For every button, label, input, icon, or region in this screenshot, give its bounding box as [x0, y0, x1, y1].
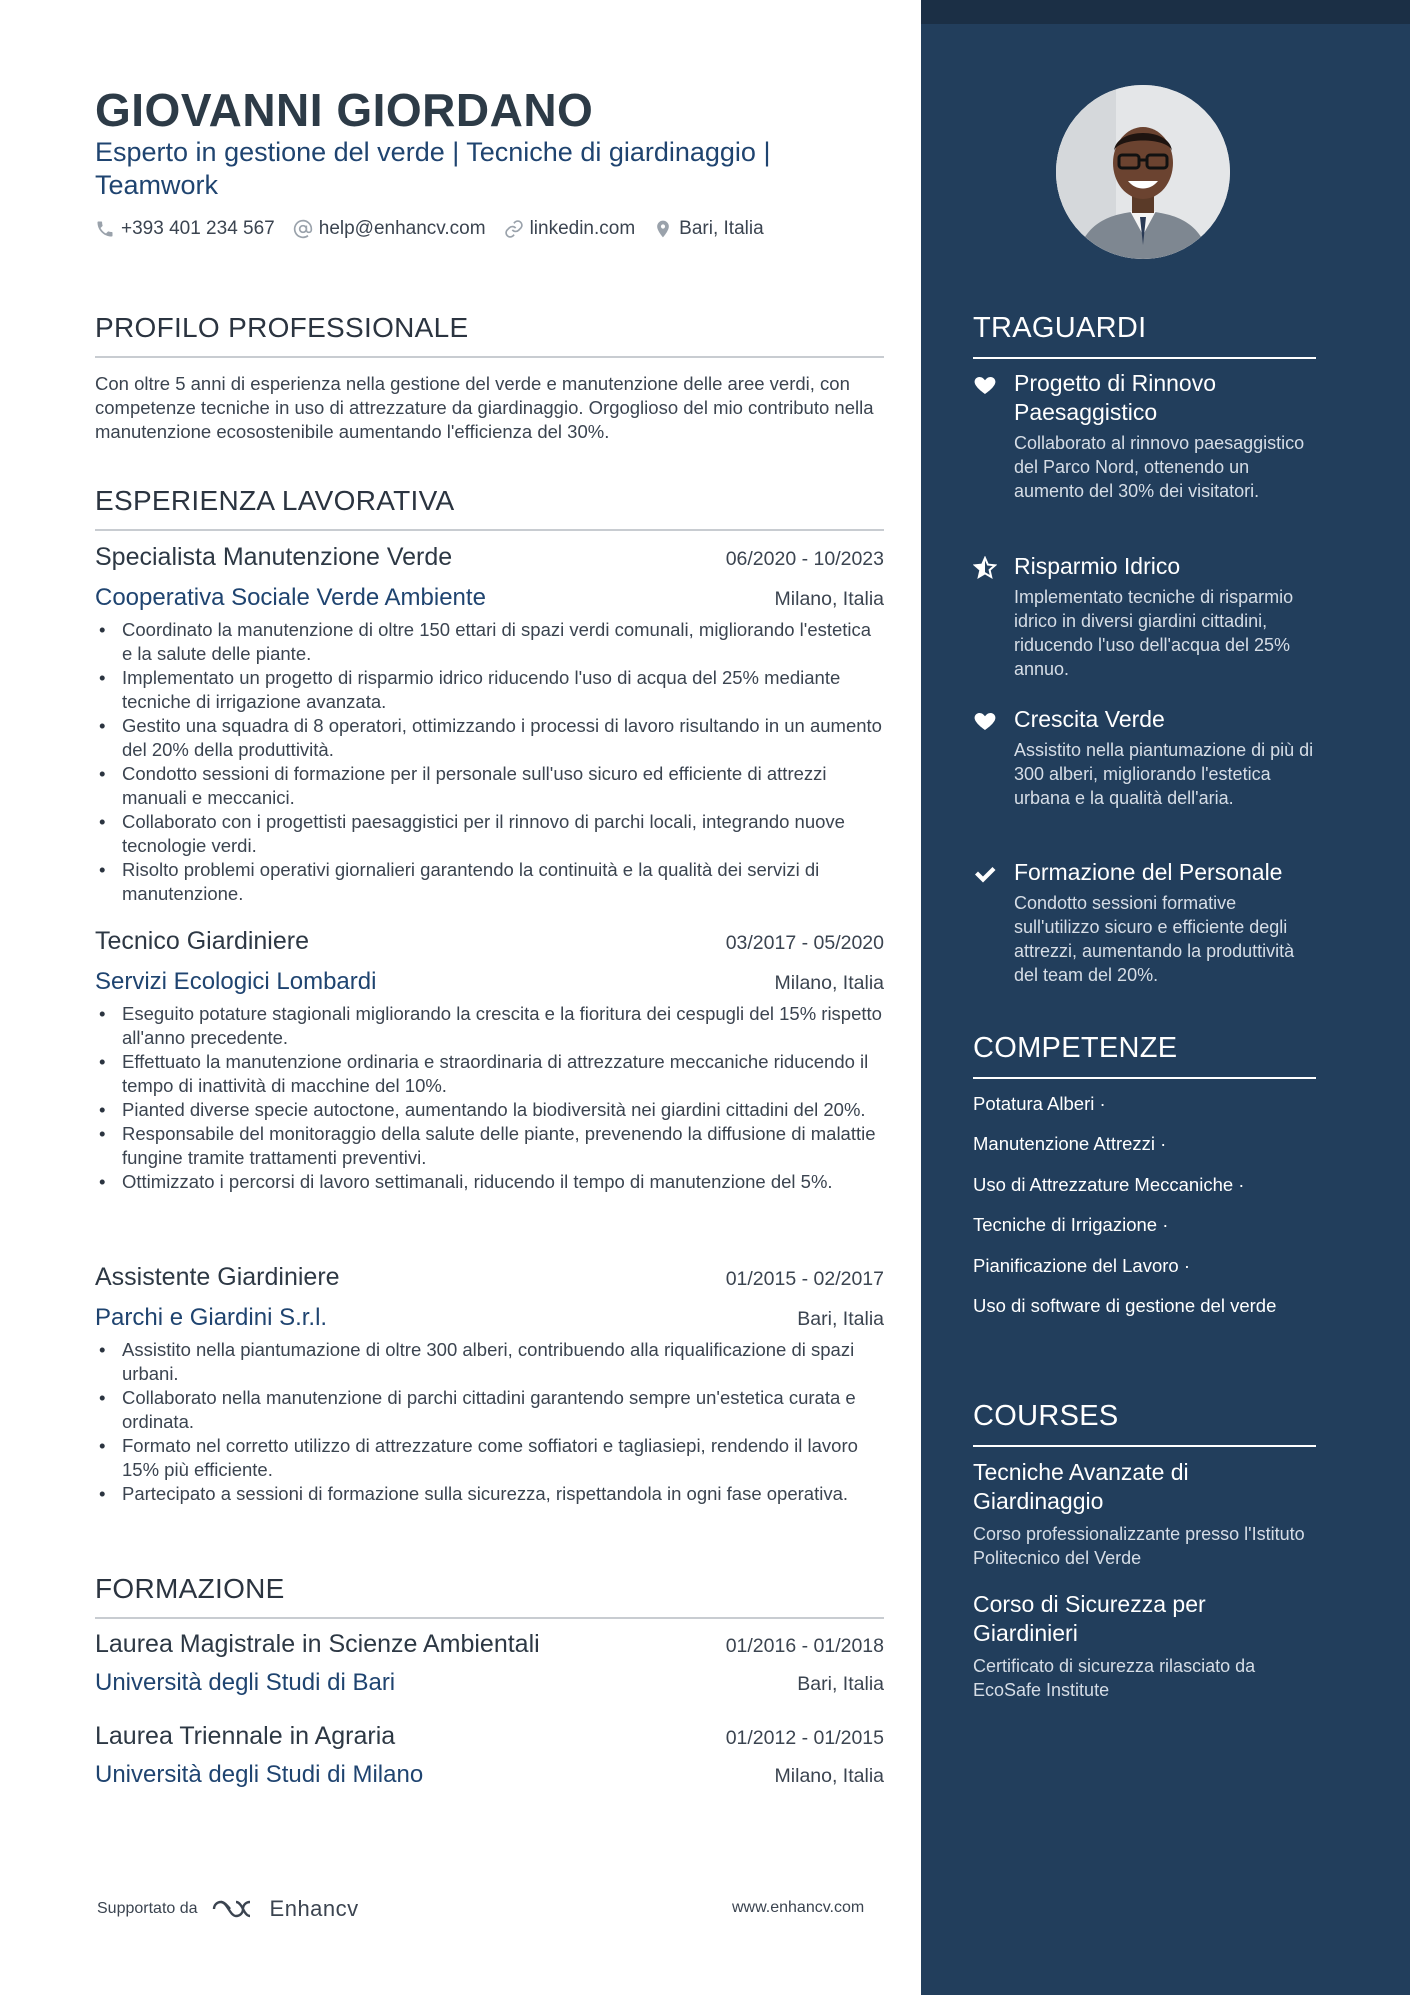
footer-branding: [97, 1896, 359, 1922]
job-bullet: • Formato nel corretto utilizzo di attrezzature come soffiatori e tagliasiepi, rendendo il lavoro 15% più efficiente.: [95, 1434, 884, 1482]
job-company: Parchi e Giardini S.r.l.: [95, 1304, 328, 1331]
job-dates: 06/2020 - 10/2023: [725, 548, 884, 570]
education-entry: [95, 1630, 884, 1697]
job-bullet: • Collaborato con i progettisti paesaggistici per il rinnovo di parchi locali, integrando nuove tecnologie verdi.: [95, 810, 884, 858]
course-description: Corso professionalizzante presso l'Istituto Politecnico del Verde: [973, 1524, 1305, 1568]
job-location: Milano, Italia: [774, 972, 884, 994]
job-entry: [95, 543, 884, 906]
skill-item: Tecniche di Irrigazione ·: [973, 1214, 1169, 1235]
course-title: Tecniche Avanzate di Giardinaggio: [973, 1459, 1189, 1514]
phone-icon: [95, 219, 115, 239]
education-section-title: FORMAZIONE: [95, 1573, 884, 1619]
link-icon: [504, 219, 524, 239]
job-dates: 03/2017 - 05/2020: [725, 932, 884, 954]
skill-item: Potatura Alberi ·: [973, 1093, 1106, 1114]
job-bullet: • Ottimizzato i percorsi di lavoro settimanali, riducendo il tempo di manutenzione del 5%.: [95, 1170, 884, 1194]
at-icon: [293, 219, 313, 239]
contact-phone[interactable]: [95, 218, 275, 240]
school-name: Università degli Studi di Bari: [95, 1669, 396, 1696]
education-entry: [95, 1722, 884, 1789]
achievement-item: [973, 369, 1316, 503]
achievement-description: Collaborato al rinnovo paesaggistico del Parco Nord, ottenendo un aumento del 30% dei visitatori.: [1014, 433, 1305, 501]
job-bullet: • Pianted diverse specie autoctone, aumentando la biodiversità nei giardini cittadini del 20%.: [95, 1098, 884, 1122]
job-entry: [95, 1263, 884, 1506]
achievement-description: Implementato tecniche di risparmio idrico in diversi giardini cittadini, riducendo l'uso dell'acqua del 25% annuo.: [1014, 587, 1294, 679]
job-dates: 01/2015 - 02/2017: [725, 1268, 884, 1290]
check-icon: [973, 862, 997, 886]
job-bullet: • Assistito nella piantumazione di oltre 300 alberi, contribuendo alla riqualificazione di spazi urbani.: [95, 1338, 884, 1386]
job-bullet: • Eseguito potature stagionali migliorando la crescita e la fioritura dei cespugli del 15% rispetto all'anno precedente.: [95, 1002, 884, 1050]
profile-photo: [1056, 85, 1230, 259]
job-bullet: • Partecipato a sessioni di formazione sulla sicurezza, rispettandola in ogni fase operativa.: [95, 1482, 884, 1506]
achievement-item: [973, 858, 1316, 987]
experience-section-title: ESPERIENZA LAVORATIVA: [95, 485, 884, 531]
location-pin-icon: [653, 219, 673, 239]
location-text: Bari, Italia: [679, 218, 764, 239]
supported-by-text: Supportato da: [97, 1900, 198, 1917]
achievement-item: [973, 552, 1316, 681]
contact-linkedin[interactable]: [504, 218, 636, 240]
enhancv-logo-icon: [210, 1897, 258, 1921]
heart-icon: [973, 373, 997, 397]
job-bullet: • Effettuato la manutenzione ordinaria e straordinaria di attrezzature meccaniche riducendo il tempo di inattività di macchine del 10%.: [95, 1050, 884, 1098]
degree-title: Laurea Magistrale in Scienze Ambientali: [95, 1630, 540, 1658]
course-item: [973, 1458, 1316, 1570]
job-bullet: • Condotto sessioni di formazione per il personale sull'uso sicuro ed efficiente di attrezzi manuali e meccanici.: [95, 762, 884, 810]
skill-item: Uso di Attrezzature Meccaniche ·: [973, 1174, 1245, 1195]
profile-section-title: PROFILO PROFESSIONALE: [95, 312, 884, 358]
job-title: Assistente Giardiniere: [95, 1263, 340, 1291]
enhancv-brand-text: Enhancv: [269, 1896, 359, 1921]
skill-item: Manutenzione Attrezzi ·: [973, 1133, 1167, 1154]
heart-icon: [973, 709, 997, 733]
education-dates: 01/2016 - 01/2018: [725, 1635, 884, 1657]
degree-title: Laurea Triennale in Agraria: [95, 1722, 396, 1750]
contact-email[interactable]: [293, 218, 486, 240]
courses-section-title: COURSES: [973, 1400, 1316, 1447]
avatar: [1056, 85, 1230, 259]
achievement-item: [973, 705, 1316, 810]
job-bullets: [95, 618, 884, 906]
job-bullet: • Coordinato la manutenzione di oltre 150 ettari di spazi verdi comunali, migliorando l'estetica e la salute delle piante.: [95, 618, 884, 666]
achievement-description: Assistito nella piantumazione di più di 300 alberi, migliorando l'estetica urbana e la qualità dell'aria.: [1014, 740, 1314, 808]
candidate-headline: Esperto in gestione del verde | Tecniche di giardinaggio | Teamwork: [95, 137, 771, 200]
job-bullet: • Responsabile del monitoraggio della salute delle piante, prevenendo la diffusione di malattie fungine tramite trattamenti preventivi.: [95, 1122, 884, 1170]
linkedin-text: linkedin.com: [529, 218, 636, 239]
course-item: [973, 1590, 1316, 1702]
candidate-name: GIOVANNI GIORDANO: [95, 84, 594, 136]
star-icon: [973, 556, 997, 580]
job-bullet: • Implementato un progetto di risparmio idrico riducendo l'uso di acqua del 25% mediante tecniche di irrigazione avanzata.: [95, 666, 884, 714]
job-location: Bari, Italia: [797, 1308, 884, 1330]
job-title: Specialista Manutenzione Verde: [95, 543, 453, 571]
job-bullet: • Gestito una squadra di 8 operatori, ottimizzando i processi di lavoro risultando in un aumento del 20% della produttività.: [95, 714, 884, 762]
contact-location: [653, 218, 763, 240]
sidebar: [921, 0, 1410, 1995]
achievement-title: Crescita Verde: [1014, 706, 1165, 732]
achievement-title: Formazione del Personale: [1014, 859, 1283, 885]
education-dates: 01/2012 - 01/2015: [725, 1727, 884, 1749]
achievement-description: Condotto sessioni formative sull'utilizzo sicuro e efficiente degli attrezzi, aumentando la produttività del team del 20%.: [1014, 893, 1295, 985]
job-bullets: [95, 1002, 884, 1194]
job-location: Milano, Italia: [774, 588, 884, 610]
course-title: Corso di Sicurezza per Giardinieri: [973, 1591, 1206, 1646]
school-location: Bari, Italia: [797, 1673, 884, 1695]
job-bullet: • Risolto problemi operativi giornalieri garantendo la continuità e la qualità dei servizi di manutenzione.: [95, 858, 884, 906]
job-entry: [95, 927, 884, 1194]
school-location: Milano, Italia: [774, 1765, 884, 1787]
achievement-title: Risparmio Idrico: [1014, 553, 1181, 579]
achievements-section-title: TRAGUARDI: [973, 312, 1316, 359]
contact-bar: [95, 218, 782, 240]
sidebar-top-bar: [921, 0, 1410, 24]
email-text: help@enhancv.com: [318, 218, 486, 239]
school-name: Università degli Studi di Milano: [95, 1761, 424, 1788]
job-company: Servizi Ecologici Lombardi: [95, 968, 377, 995]
course-description: Certificato di sicurezza rilasciato da EcoSafe Institute: [973, 1656, 1256, 1700]
job-company: Cooperativa Sociale Verde Ambiente: [95, 584, 486, 611]
skills-section-title: COMPETENZE: [973, 1032, 1316, 1079]
skill-item: Uso di software di gestione del verde: [973, 1295, 1277, 1316]
phone-text: +393 401 234 567: [121, 218, 275, 239]
footer-url[interactable]: www.enhancv.com: [732, 1899, 865, 1916]
skill-item: Pianificazione del Lavoro ·: [973, 1255, 1190, 1276]
achievement-title: Progetto di Rinnovo Paesaggistico: [1014, 370, 1217, 425]
profile-summary: Con oltre 5 anni di esperienza nella gestione del verde e manutenzione delle aree verdi, con competenze tecniche in uso di attrezzature da giardinaggio. Orgoglioso del mio contributo nella manutenzione ecosostenibile aumentando l'efficienza del 30%.: [95, 373, 874, 442]
job-title: Tecnico Giardiniere: [95, 927, 309, 955]
job-bullets: [95, 1338, 884, 1506]
job-bullet: • Collaborato nella manutenzione di parchi cittadini garantendo sempre un'estetica curata e ordinata.: [95, 1386, 884, 1434]
